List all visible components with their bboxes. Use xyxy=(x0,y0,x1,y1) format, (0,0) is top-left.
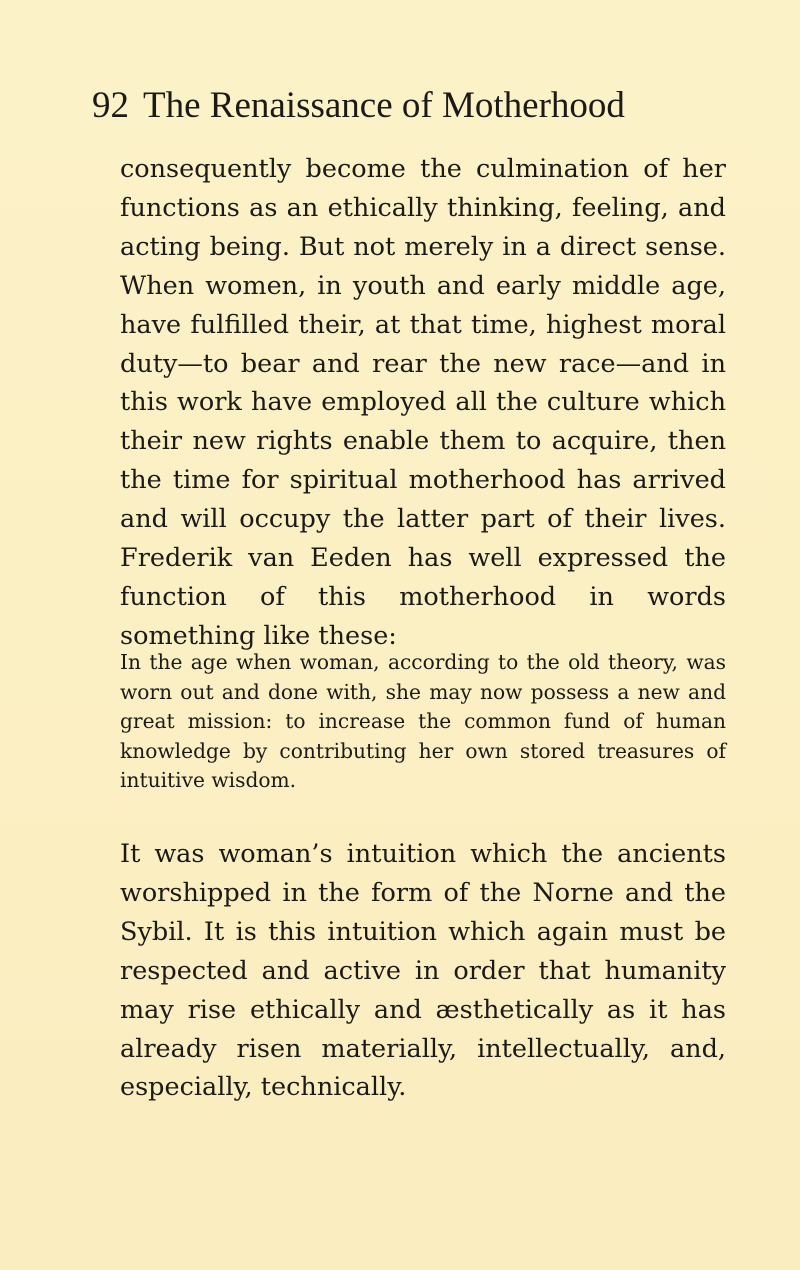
body-paragraph-1: consequently become the culmination of her functions as an ethically thinking, feeling, and acting being. But not merely in a direct sense. When women, in youth and early middle age, have fulfilled their, at that time, highest moral duty—to bear and rear the new race—and in this work have employed all the culture which their new rights enable them to acquire, then the time for spiritual motherhood has arrived and will occupy the latter part of their lives. Frederik van Eeden has well expressed the function of this motherhood in words something like these: xyxy=(120,154,726,651)
block-quotation: In the age when woman, according to the old theory, was worn out and done with, she may now possess a new and great mission: to increase the common fund of human knowledge by contributing her own stored treasures of intuitive wisdom. xyxy=(120,650,726,792)
body-paragraph-2: It was woman’s intuition which the ancients worshipped in the form of the Norne and the Sybil. It is this intuition which again must be respected and active in order that humanity may rise ethically and æsthetically as it has already risen materially, intellectually, and, especially, technically. xyxy=(120,839,726,1103)
running-head xyxy=(92,86,732,126)
running-title: The Renaissance of Motherhood xyxy=(143,85,625,126)
page-number: 92 xyxy=(92,85,129,126)
